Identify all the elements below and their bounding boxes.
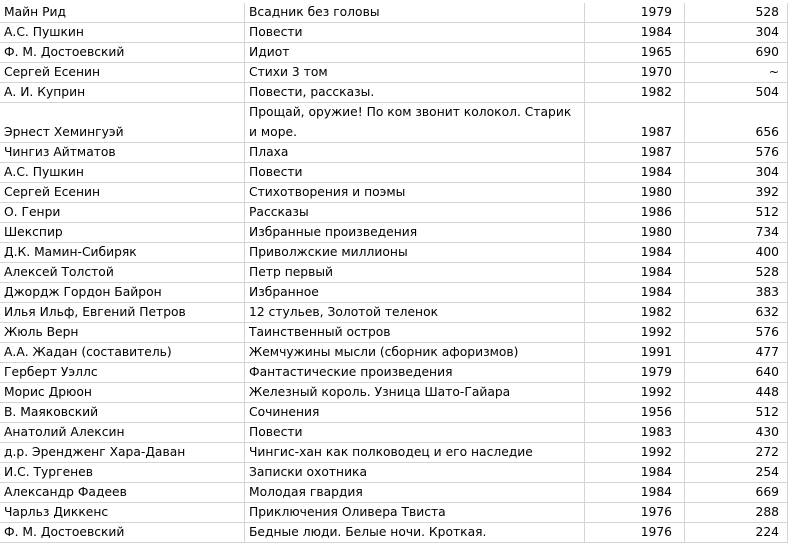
cell-author[interactable]: [0, 383, 245, 402]
cell-title[interactable]: [245, 443, 585, 462]
cell-title-text: Повести: [249, 425, 303, 439]
cell-pages[interactable]: [685, 103, 788, 142]
cell-author-text: А.А. Жадан (составитель): [4, 345, 172, 359]
cell-pages[interactable]: [685, 83, 788, 102]
cell-year-text: 1992: [640, 325, 672, 339]
cell-pages[interactable]: [685, 143, 788, 162]
cell-title-text: Стихотворения и поэмы: [249, 185, 406, 199]
cell-pages-text: 640: [755, 365, 779, 379]
table-row: [0, 523, 788, 543]
cell-author[interactable]: [0, 243, 245, 262]
cell-year-text: 1982: [640, 305, 672, 319]
cell-year-text: 1991: [640, 345, 672, 359]
cell-title-text: Молодая гвардия: [249, 485, 363, 499]
cell-year-text: 1976: [640, 505, 672, 519]
cell-author[interactable]: [0, 503, 245, 522]
cell-author-text: Александр Фадеев: [4, 485, 127, 499]
cell-title[interactable]: [245, 223, 585, 242]
cell-author[interactable]: [0, 163, 245, 182]
cell-title[interactable]: [245, 483, 585, 502]
cell-year[interactable]: [585, 63, 685, 82]
cell-year-text: 1984: [640, 465, 672, 479]
cell-pages-text: 288: [755, 505, 779, 519]
table-row: [0, 503, 788, 523]
cell-pages-text: 224: [755, 525, 779, 539]
cell-author[interactable]: [0, 183, 245, 202]
cell-title[interactable]: [245, 423, 585, 442]
cell-title[interactable]: [245, 103, 585, 142]
cell-author[interactable]: [0, 223, 245, 242]
cell-year[interactable]: [585, 263, 685, 282]
cell-year[interactable]: [585, 343, 685, 362]
cell-author-text: Джордж Гордон Байрон: [4, 285, 162, 299]
cell-pages-text: 304: [755, 25, 779, 39]
table-row: [0, 463, 788, 483]
cell-year-text: 1983: [640, 425, 672, 439]
cell-year[interactable]: [585, 283, 685, 302]
cell-pages[interactable]: [685, 243, 788, 262]
cell-title-text: Бедные люди. Белые ночи. Кроткая.: [249, 525, 487, 539]
cell-title[interactable]: [245, 403, 585, 422]
cell-author[interactable]: [0, 363, 245, 382]
cell-author-text: Ф. М. Достоевский: [4, 45, 125, 59]
cell-title[interactable]: [245, 63, 585, 82]
table-row: [0, 283, 788, 303]
table-row: [0, 143, 788, 163]
cell-author[interactable]: [0, 283, 245, 302]
cell-author[interactable]: [0, 263, 245, 282]
cell-year[interactable]: [585, 303, 685, 322]
cell-author-text: Илья Ильф, Евгений Петров: [4, 305, 186, 319]
cell-year[interactable]: [585, 423, 685, 442]
cell-author[interactable]: [0, 303, 245, 322]
table-row: [0, 23, 788, 43]
cell-author[interactable]: [0, 143, 245, 162]
cell-year[interactable]: [585, 43, 685, 62]
cell-year[interactable]: [585, 383, 685, 402]
cell-author[interactable]: [0, 103, 245, 142]
table-row: [0, 383, 788, 403]
cell-pages[interactable]: [685, 523, 788, 542]
cell-pages[interactable]: [685, 3, 788, 22]
cell-title[interactable]: [245, 83, 585, 102]
table-row: [0, 423, 788, 443]
cell-pages[interactable]: [685, 263, 788, 282]
cell-pages-text: 656: [755, 125, 779, 139]
cell-author[interactable]: [0, 323, 245, 342]
cell-pages-text: 669: [755, 485, 779, 499]
table-row: [0, 343, 788, 363]
cell-year[interactable]: [585, 243, 685, 262]
cell-author-text: Сергей Есенин: [4, 185, 101, 199]
cell-title[interactable]: [245, 463, 585, 482]
cell-author-text: Алексей Толстой: [4, 265, 114, 279]
cell-pages-text: 512: [755, 205, 779, 219]
cell-title-text: 12 стульев, Золотой теленок: [249, 305, 439, 319]
cell-author[interactable]: [0, 463, 245, 482]
cell-title-text: Идиот: [249, 45, 290, 59]
cell-pages[interactable]: [685, 503, 788, 522]
cell-author-text: Анатолий Алексин: [4, 425, 125, 439]
cell-pages[interactable]: [685, 163, 788, 182]
cell-pages-text: 383: [755, 285, 779, 299]
cell-author[interactable]: [0, 203, 245, 222]
table-row: [0, 223, 788, 243]
cell-year-text: 1965: [640, 45, 672, 59]
cell-title[interactable]: [245, 243, 585, 262]
table-row: [0, 303, 788, 323]
cell-pages[interactable]: [685, 43, 788, 62]
cell-author-text: Майн Рид: [4, 5, 66, 19]
cell-pages-text: 400: [755, 245, 779, 259]
cell-pages[interactable]: [685, 63, 788, 82]
cell-year[interactable]: [585, 163, 685, 182]
cell-year[interactable]: [585, 203, 685, 222]
cell-year-text: 1984: [640, 285, 672, 299]
cell-pages[interactable]: [685, 443, 788, 462]
cell-pages[interactable]: [685, 203, 788, 222]
cell-year[interactable]: [585, 523, 685, 542]
cell-title-text: Железный король. Узница Шато-Гайара: [249, 385, 511, 399]
cell-pages[interactable]: [685, 463, 788, 482]
cell-pages-text: 690: [755, 45, 779, 59]
cell-pages-text: 504: [755, 85, 779, 99]
cell-pages-text: 477: [755, 345, 779, 359]
table-row: [0, 83, 788, 103]
cell-title[interactable]: [245, 363, 585, 382]
cell-year-text: 1986: [640, 205, 672, 219]
cell-title[interactable]: [245, 383, 585, 402]
cell-pages-text: 528: [755, 265, 779, 279]
cell-pages[interactable]: [685, 423, 788, 442]
cell-year-text: 1987: [640, 145, 672, 159]
cell-pages[interactable]: [685, 223, 788, 242]
cell-title-text: Фантастические произведения: [249, 365, 453, 379]
cell-author-text: Чингиз Айтматов: [4, 145, 116, 159]
cell-pages[interactable]: [685, 183, 788, 202]
cell-title-text: Избранные произведения: [249, 225, 418, 239]
cell-title-text: Сочинения: [249, 405, 320, 419]
cell-year[interactable]: [585, 3, 685, 22]
cell-title[interactable]: [245, 263, 585, 282]
cell-year-text: 1982: [640, 85, 672, 99]
cell-author-text: А.С. Пушкин: [4, 25, 84, 39]
table-row: [0, 163, 788, 183]
cell-pages-text: 576: [755, 145, 779, 159]
cell-author[interactable]: [0, 83, 245, 102]
cell-pages-text: 430: [755, 425, 779, 439]
cell-title-text: Избранное: [249, 285, 319, 299]
table-row: [0, 183, 788, 203]
cell-year[interactable]: [585, 223, 685, 242]
table-row: [0, 403, 788, 423]
cell-author[interactable]: [0, 43, 245, 62]
cell-author-text: Ф. М. Достоевский: [4, 525, 125, 539]
cell-year-text: 1984: [640, 25, 672, 39]
cell-year-text: 1976: [640, 525, 672, 539]
cell-author[interactable]: [0, 343, 245, 362]
cell-year[interactable]: [585, 443, 685, 462]
table-row: [0, 323, 788, 343]
cell-year[interactable]: [585, 183, 685, 202]
cell-pages-text: 254: [755, 465, 779, 479]
cell-title-text: Таинственный остров: [249, 325, 391, 339]
cell-year-text: 1980: [640, 185, 672, 199]
cell-title[interactable]: [245, 23, 585, 42]
cell-pages[interactable]: [685, 363, 788, 382]
cell-pages-text: 576: [755, 325, 779, 339]
cell-author-text: Герберт Уэллс: [4, 365, 98, 379]
table-row: [0, 63, 788, 83]
cell-author[interactable]: [0, 23, 245, 42]
cell-title-text: Петр первый: [249, 265, 334, 279]
cell-author-text: В. Маяковский: [4, 405, 99, 419]
cell-year[interactable]: [585, 363, 685, 382]
cell-title-text: Приключения Оливера Твиста: [249, 505, 446, 519]
cell-year-text: 1970: [640, 65, 672, 79]
cell-author-text: Шекспир: [4, 225, 63, 239]
cell-title-text: Повести: [249, 25, 303, 39]
cell-year-text: 1979: [640, 365, 672, 379]
cell-pages[interactable]: [685, 323, 788, 342]
cell-title-text: Жемчужины мысли (сборник афоризмов): [249, 345, 519, 359]
cell-pages-text: 392: [755, 185, 779, 199]
cell-pages-text: 734: [755, 225, 779, 239]
cell-pages-text: 632: [755, 305, 779, 319]
cell-title[interactable]: [245, 183, 585, 202]
cell-pages[interactable]: [685, 303, 788, 322]
cell-title-text: Приволжские миллионы: [249, 245, 408, 259]
cell-title[interactable]: [245, 523, 585, 542]
cell-author-text: Чарльз Диккенс: [4, 505, 109, 519]
cell-author[interactable]: [0, 483, 245, 502]
cell-title[interactable]: [245, 503, 585, 522]
cell-title-text: Повести, рассказы.: [249, 85, 375, 99]
cell-author[interactable]: [0, 63, 245, 82]
cell-title-text: Повести: [249, 165, 303, 179]
cell-title[interactable]: [245, 143, 585, 162]
cell-pages[interactable]: [685, 23, 788, 42]
cell-pages-text: ~: [768, 65, 779, 79]
cell-year[interactable]: [585, 463, 685, 482]
cell-title[interactable]: [245, 343, 585, 362]
cell-author-text: А. И. Куприн: [4, 85, 86, 99]
cell-author[interactable]: [0, 403, 245, 422]
cell-year-text: 1987: [640, 125, 672, 139]
table-row: [0, 3, 788, 23]
cell-year-text: 1992: [640, 385, 672, 399]
table-row: [0, 263, 788, 283]
cell-year-text: 1956: [640, 405, 672, 419]
cell-year-text: 1984: [640, 485, 672, 499]
cell-title-text: Всадник без головы: [249, 5, 380, 19]
cell-pages-text: 304: [755, 165, 779, 179]
cell-title-text: Чингис-хан как полководец и его наследие: [249, 445, 533, 459]
cell-pages[interactable]: [685, 383, 788, 402]
table-row: [0, 203, 788, 223]
table-row: [0, 43, 788, 63]
cell-pages-text: 448: [755, 385, 779, 399]
cell-pages[interactable]: [685, 343, 788, 362]
table-row: [0, 483, 788, 503]
cell-title-text: Стихи 3 том: [249, 65, 328, 79]
cell-year[interactable]: [585, 23, 685, 42]
cell-title-text: Плаха: [249, 145, 289, 159]
cell-pages-text: 272: [755, 445, 779, 459]
cell-title-text: Прощай, оружие! По ком звонит колокол. Старик и море.: [249, 105, 572, 139]
cell-author-text: О. Генри: [4, 205, 61, 219]
table-row: [0, 243, 788, 263]
cell-pages[interactable]: [685, 403, 788, 422]
cell-title[interactable]: [245, 283, 585, 302]
cell-year-text: 1984: [640, 265, 672, 279]
cell-author-text: А.С. Пушкин: [4, 165, 84, 179]
cell-title-text: Рассказы: [249, 205, 309, 219]
cell-year-text: 1984: [640, 165, 672, 179]
table-row: [0, 103, 788, 143]
cell-year-text: 1979: [640, 5, 672, 19]
cell-author-text: И.С. Тургенев: [4, 465, 93, 479]
cell-year[interactable]: [585, 143, 685, 162]
cell-title[interactable]: [245, 203, 585, 222]
cell-author-text: Морис Дрюон: [4, 385, 92, 399]
cell-author[interactable]: [0, 443, 245, 462]
cell-year[interactable]: [585, 503, 685, 522]
cell-year[interactable]: [585, 83, 685, 102]
table-row: [0, 443, 788, 463]
cell-year-text: 1984: [640, 245, 672, 259]
cell-title[interactable]: [245, 323, 585, 342]
cell-author[interactable]: [0, 3, 245, 22]
cell-pages[interactable]: [685, 283, 788, 302]
cell-author[interactable]: [0, 523, 245, 542]
cell-year[interactable]: [585, 483, 685, 502]
cell-author-text: Сергей Есенин: [4, 65, 101, 79]
cell-year[interactable]: [585, 103, 685, 142]
cell-title-text: Записки охотника: [249, 465, 368, 479]
cell-pages-text: 512: [755, 405, 779, 419]
cell-year-text: 1980: [640, 225, 672, 239]
cell-title[interactable]: [245, 3, 585, 22]
cell-year[interactable]: [585, 403, 685, 422]
cell-pages-text: 528: [755, 5, 779, 19]
cell-title[interactable]: [245, 43, 585, 62]
cell-pages[interactable]: [685, 483, 788, 502]
cell-title[interactable]: [245, 163, 585, 182]
cell-author-text: Эрнест Хемингуэй: [4, 125, 124, 139]
table-row: [0, 363, 788, 383]
cell-author-text: д.р. Эрендженг Хара-Даван: [4, 445, 186, 459]
cell-year-text: 1992: [640, 445, 672, 459]
cell-author[interactable]: [0, 423, 245, 442]
cell-author-text: Д.К. Мамин-Сибиряк: [4, 245, 137, 259]
cell-title[interactable]: [245, 303, 585, 322]
cell-author-text: Жюль Верн: [4, 325, 79, 339]
cell-year[interactable]: [585, 323, 685, 342]
